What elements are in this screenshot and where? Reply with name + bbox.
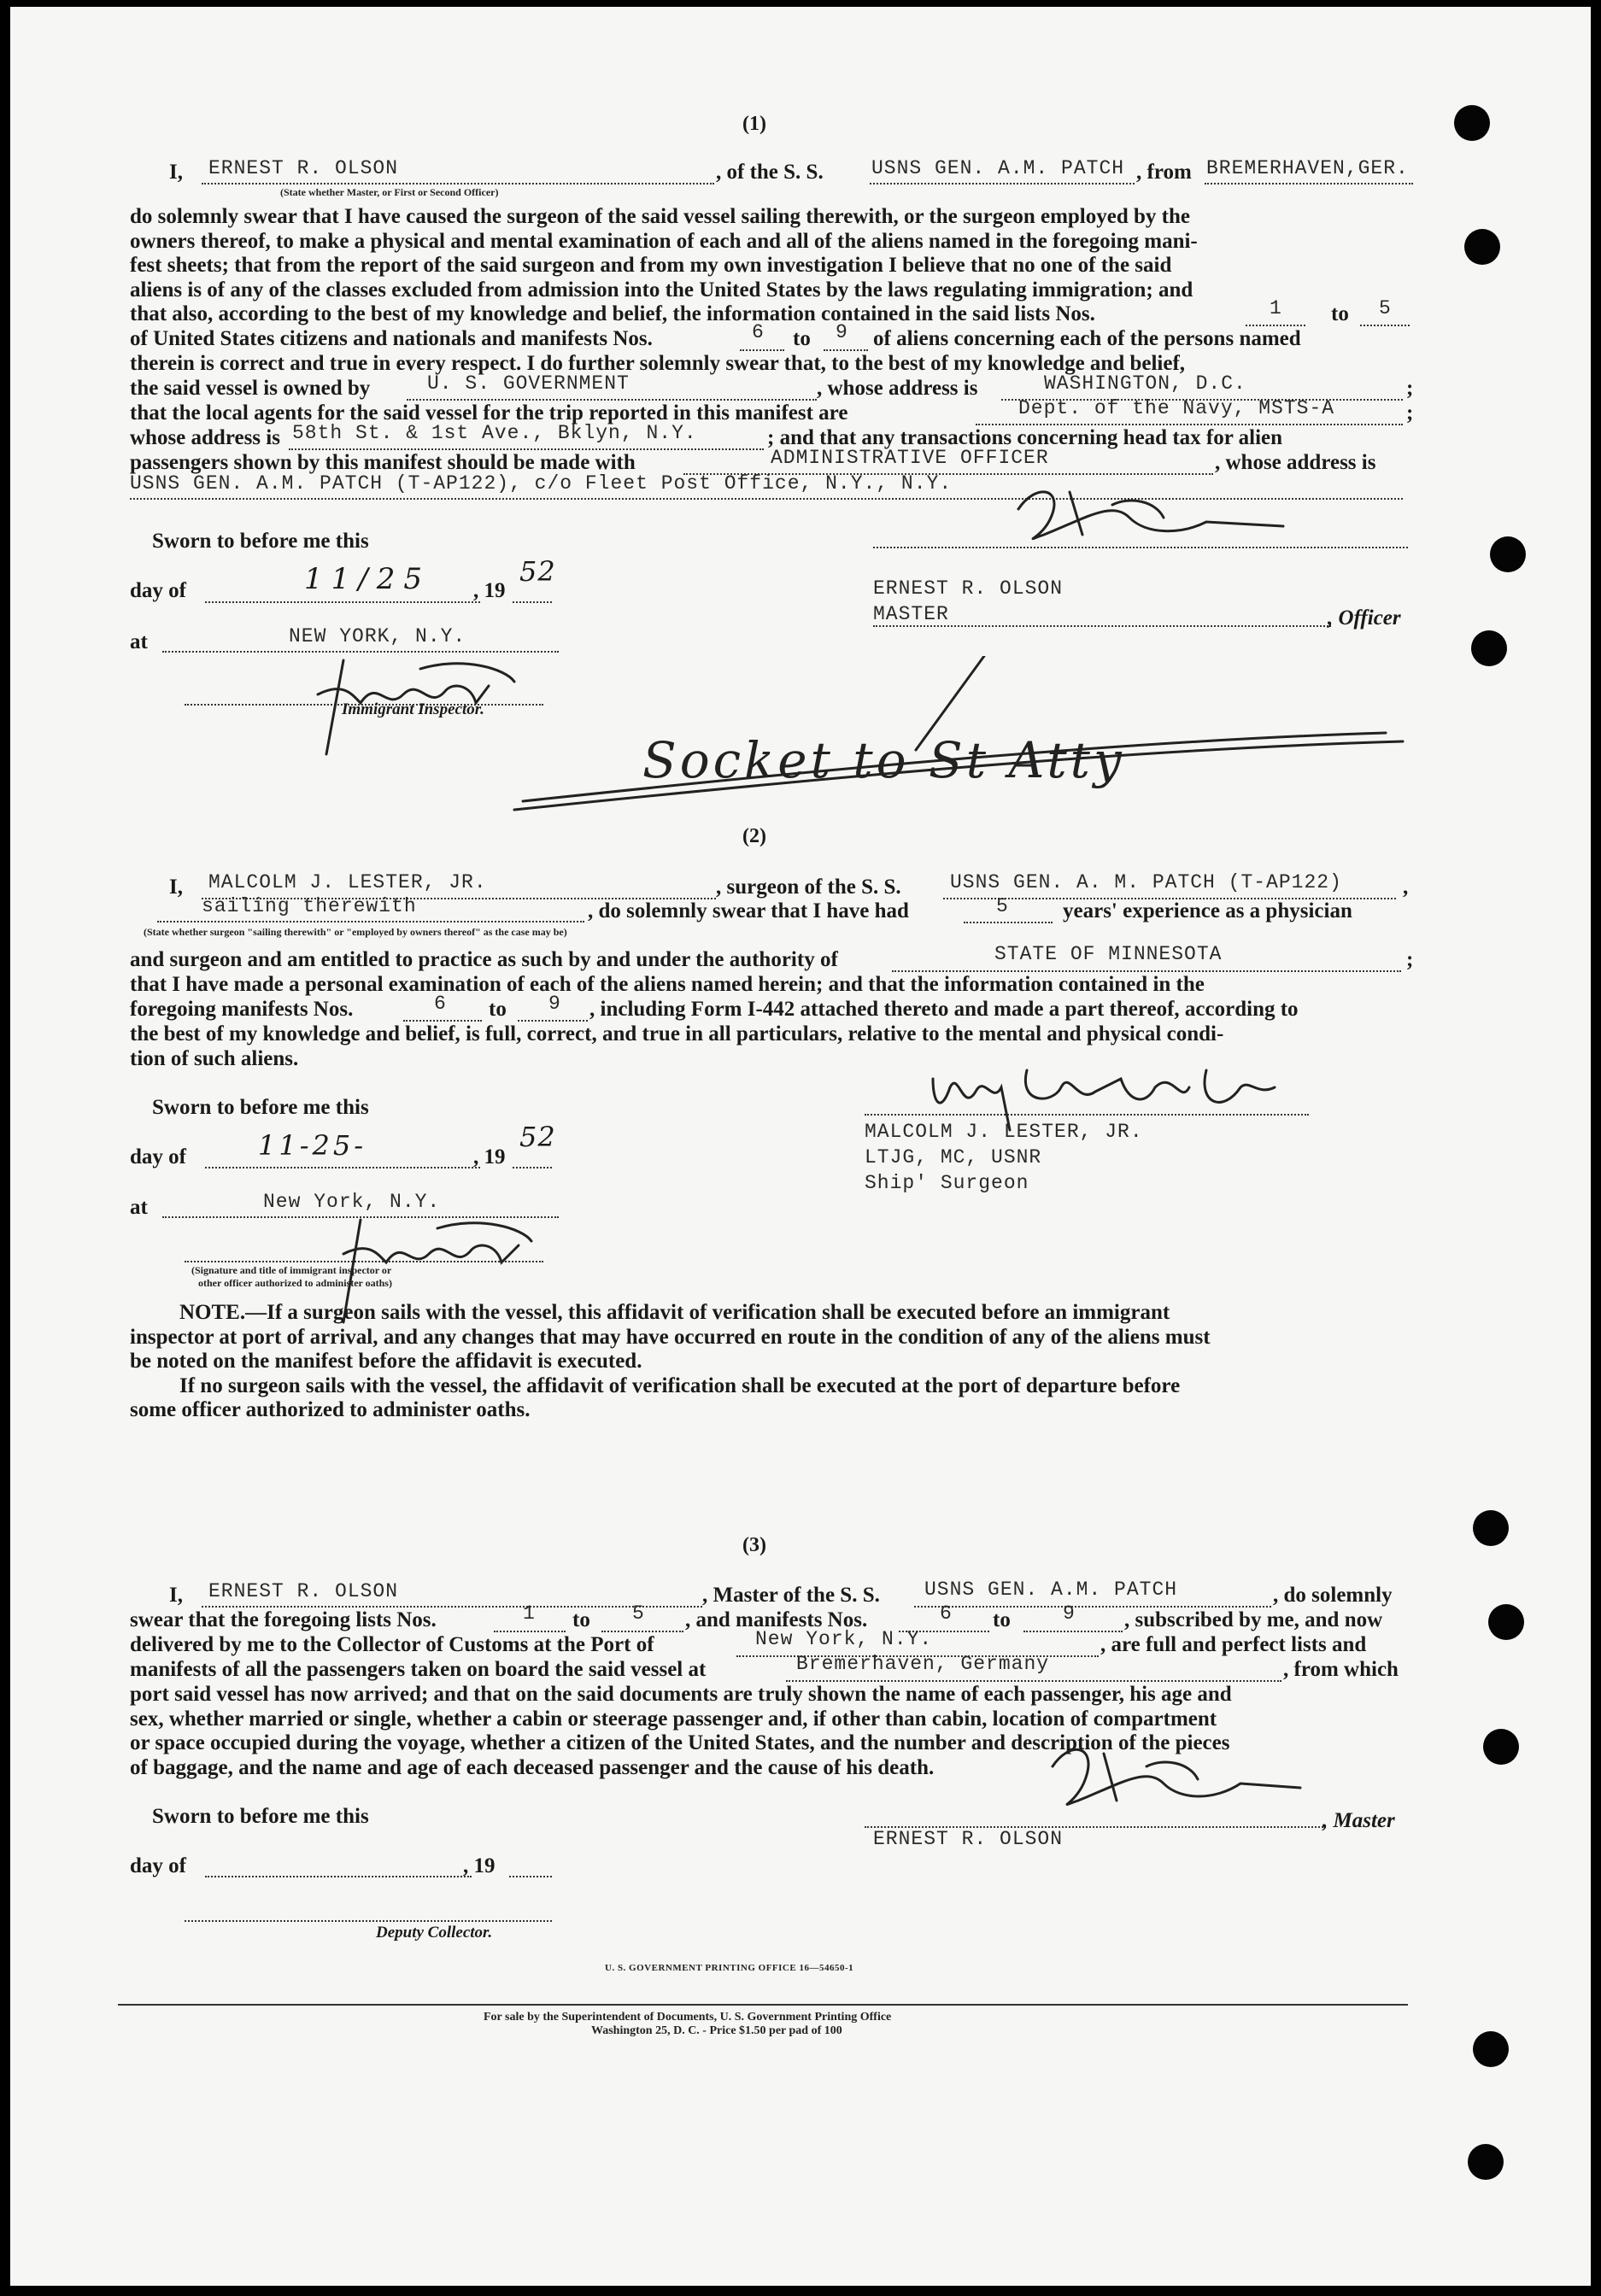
s3-to-1: to	[572, 1608, 590, 1631]
s3-man-to: 9	[1063, 1602, 1076, 1625]
s2-note-line-2: inspector at port of arrival, and any changes that may have occurred en route in the condition of any of the aliens must	[130, 1325, 1211, 1349]
s3-vessel-line	[914, 1606, 1271, 1608]
s1-day-of: day of	[130, 579, 186, 602]
s1-master-signature	[984, 475, 1292, 552]
s1-semicolon-2: ;	[1406, 401, 1414, 425]
s1-date-line	[205, 601, 480, 603]
s2-line-4: that I have made a personal examination of each of the aliens named herein; and that the information contained in the	[130, 973, 1205, 996]
s2-experience: years' experience as a physician	[1063, 899, 1352, 922]
punch-hole	[1471, 630, 1507, 666]
s1-to-2: to	[793, 327, 811, 350]
s3-lists-to-line	[601, 1631, 683, 1632]
s2-date: 11-25-	[258, 1129, 367, 1162]
s2-year-prefix: , 19	[473, 1145, 506, 1168]
section-3-number: (3)	[742, 1534, 766, 1556]
s1-of-ss: , of the S. S.	[716, 161, 824, 184]
s1-line-1: do solemnly swear that I have caused the surgeon of the said vessel sailing therewith, or the surgeon employed by the	[130, 205, 1190, 228]
s3-man-to-line	[1023, 1631, 1123, 1632]
s3-i: I,	[169, 1584, 183, 1607]
punch-hole	[1473, 1510, 1509, 1546]
s3-master-line	[202, 1606, 702, 1608]
strike-through-line	[506, 656, 1411, 827]
s2-years-line	[964, 922, 1053, 923]
s1-man-to-line	[824, 349, 868, 351]
s1-semicolon: ;	[1406, 377, 1414, 400]
s3-solemnly: , do solemnly	[1273, 1584, 1393, 1607]
s1-officer: , Officer	[1328, 606, 1401, 630]
s2-line-3: and surgeon and am entitled to practice as such by and under the authority of	[130, 948, 838, 971]
s2-line-5a: foregoing manifests Nos.	[130, 998, 354, 1021]
s2-date-line	[205, 1167, 480, 1168]
s1-place: NEW YORK, N.Y.	[289, 625, 466, 647]
s1-date: 11/25	[304, 562, 431, 596]
s3-man-from: 6	[940, 1602, 953, 1625]
s2-year-line	[513, 1167, 552, 1168]
s2-note-line-5: some officer authorized to administer oaths.	[130, 1398, 531, 1422]
s3-master-signature	[1018, 1732, 1309, 1835]
s3-line-5: port said vessel has now arrived; and that on the said documents are truly shown the name of each passenger, his age and	[130, 1683, 1232, 1706]
section-2-number: (2)	[742, 825, 766, 847]
s3-year-prefix: , 19	[463, 1854, 496, 1877]
s1-agents-line	[976, 424, 1403, 425]
s2-note	[130, 1301, 1211, 1423]
s1-owner: U. S. GOVERNMENT	[427, 372, 630, 395]
s1-contact-address: USNS GEN. A.M. PATCH (T-AP122), c/o Fleet Post Office, N.Y., N.Y.	[130, 472, 953, 495]
s1-line-2: owners thereof, to make a physical and mental examination of each and all of the aliens named in the foregoing mani-	[130, 229, 1198, 253]
punch-hole	[1490, 536, 1526, 572]
s2-note-line-1	[130, 1301, 1211, 1326]
s2-signer-line-2: LTJG, MC, USNR	[865, 1146, 1042, 1168]
s1-owned-by: the said vessel is owned by	[130, 377, 371, 400]
s2-man-to-line	[518, 1020, 588, 1022]
s2-to: to	[489, 998, 507, 1021]
s3-to-2: to	[993, 1608, 1011, 1631]
s1-whose-address-3: , whose address is	[1215, 451, 1376, 474]
s2-signer-line-3: Ship' Surgeon	[865, 1172, 1029, 1194]
s3-day-of: day of	[130, 1854, 186, 1877]
s1-agents: Dept. of the Navy, MSTS-A	[1018, 397, 1335, 419]
gpo-imprint: U. S. GOVERNMENT PRINTING OFFICE 16—54650-1	[605, 1963, 854, 1973]
punch-hole	[1468, 2144, 1504, 2180]
section-1-number: (1)	[742, 113, 766, 135]
s1-inspector: Immigrant Inspector.	[342, 700, 484, 718]
s2-capacity: sailing therewith	[202, 895, 417, 917]
s1-port: BREMERHAVEN,GER.	[1206, 157, 1409, 179]
s2-i: I,	[169, 876, 183, 899]
s2-signer-line-1: MALCOLM J. LESTER, JR.	[865, 1121, 1143, 1143]
s1-head-tax: ; and that any transactions concerning head tax for alien	[767, 426, 1283, 449]
s1-man-from-line	[740, 349, 784, 351]
s1-vessel: USNS GEN. A.M. PATCH	[871, 157, 1125, 179]
s1-vessel-line	[870, 183, 1135, 184]
s1-at: at	[130, 630, 148, 653]
s3-line-3a: delivered by me to the Collector of Customs at the Port of	[130, 1633, 654, 1656]
s1-passengers-label: passengers shown by this manifest should be made with	[130, 451, 636, 474]
s1-signer-title: MASTER	[873, 603, 949, 625]
s2-day-of: day of	[130, 1145, 186, 1168]
s1-line-6b: of aliens concerning each of the persons named	[873, 327, 1301, 350]
s2-line-7: tion of such aliens.	[130, 1047, 299, 1070]
s1-line-3: fest sheets; that from the report of the said surgeon and from my own investigation I believe that no one of the said	[130, 254, 1172, 278]
punch-hole	[1464, 229, 1500, 265]
s3-lists-from: 1	[523, 1602, 536, 1625]
s3-line-7: or space occupied during the voyage, whether a citizen of the United States, and the number and description of the pieces	[130, 1731, 1230, 1755]
s1-man-from: 6	[752, 321, 765, 343]
s2-line-6: the best of my knowledge and belief, is full, correct, and true in all particulars, relative to the mental and physical condi-	[130, 1022, 1224, 1046]
s2-years: 5	[996, 895, 1009, 917]
s1-port-line	[1205, 183, 1413, 184]
s3-collector-line	[185, 1920, 552, 1922]
s3-and-man: , and manifests Nos.	[685, 1608, 868, 1631]
s2-note-text-1: —If a surgeon sails with the vessel, this affidavit of verification shall be executed before an immigrant	[245, 1301, 1170, 1324]
s2-authority-line	[892, 970, 1401, 972]
s3-date-line	[205, 1876, 472, 1877]
s1-whose-address-2: whose address is	[130, 426, 280, 449]
punch-hole	[1483, 1729, 1519, 1765]
s1-man-to: 9	[836, 321, 848, 343]
s2-vessel: USNS GEN. A. M. PATCH (T-AP122)	[950, 871, 1342, 893]
s2-capacity-line	[157, 921, 584, 922]
s2-at: at	[130, 1196, 148, 1219]
s3-line-8: of baggage, and the name and age of each deceased passenger and the cause of his death.	[130, 1755, 935, 1779]
s1-sworn: Sworn to before me this	[152, 530, 369, 553]
s1-officer-line	[873, 625, 1331, 627]
s3-year-line	[509, 1876, 552, 1877]
s3-boarded-line	[786, 1680, 1281, 1682]
s3-line-6: sex, whether married or single, whether a cabin or steerage passenger and, if other than cabin, location of compartment	[130, 1707, 1217, 1731]
punch-hole	[1473, 2031, 1509, 2067]
s1-owner-address: WASHINGTON, D.C.	[1044, 372, 1246, 395]
s3-line-3b: , are full and perfect lists and	[1100, 1633, 1367, 1656]
s2-comma: ,	[1403, 876, 1409, 899]
s1-agents-label: that the local agents for the said vessel for the trip reported in this manifest are	[130, 401, 848, 425]
s3-collector: Deputy Collector.	[376, 1924, 493, 1942]
s3-line-2a: swear that the foregoing lists Nos.	[130, 1608, 437, 1631]
s3-line-4b: , from which	[1283, 1658, 1399, 1681]
struck-annotation: Socket to St Atty	[642, 731, 1125, 789]
s3-vessel: USNS GEN. A.M. PATCH	[924, 1578, 1178, 1601]
footer-rule	[118, 2004, 1408, 2006]
punch-hole	[1454, 105, 1490, 141]
s1-lists-to-line	[1360, 325, 1410, 326]
s2-semicolon: ;	[1406, 948, 1414, 971]
s2-surgeon-signature	[916, 1053, 1309, 1139]
s2-note-line-4: If no surgeon sails with the vessel, the affidavit of verification shall be executed at the port of departure before	[179, 1374, 1181, 1397]
s1-line-5: that also, according to the best of my knowledge and belief, the information contained in the said lists Nos.	[130, 302, 1095, 325]
footer-sale-line-1: For sale by the Superintendent of Documents, U. S. Government Printing Office	[484, 2011, 892, 2024]
s2-swear: , do solemnly swear that I have had	[588, 899, 909, 922]
s1-lists-from: 1	[1270, 297, 1282, 319]
s2-hint: (State whether surgeon "sailing therewith" or "employed by owners thereof" as the case may be)	[144, 926, 567, 938]
s2-note-label: NOTE.	[179, 1301, 246, 1324]
s1-owner-line	[407, 399, 817, 401]
s3-lists-to: 5	[632, 1602, 645, 1625]
s1-year-line	[513, 601, 552, 603]
s2-sig-hint-1: (Signature and title of immigrant inspector or	[191, 1264, 392, 1276]
s3-subscribed: , subscribed by me, and now	[1124, 1608, 1383, 1631]
s1-hint: (State whether Master, or First or Second Officer)	[280, 186, 499, 198]
s2-man-from: 6	[434, 993, 447, 1015]
s1-whose-address: , whose address is	[817, 377, 978, 400]
footer-sale-line-2: Washington 25, D. C. - Price $1.50 per pad of 100	[591, 2024, 842, 2037]
s1-lists-to: 5	[1379, 297, 1392, 319]
s1-to-1: to	[1331, 302, 1349, 325]
s1-agents-address-line	[289, 448, 764, 450]
s3-master-label: , Master	[1322, 1809, 1395, 1832]
s2-authority: STATE OF MINNESOTA	[994, 943, 1223, 965]
s2-man-to: 9	[548, 993, 561, 1015]
s1-year-prefix: , 19	[473, 579, 506, 602]
s3-sworn: Sworn to before me this	[152, 1805, 369, 1828]
s1-master-line	[202, 183, 714, 184]
s3-line-4a: manifests of all the passengers taken on board the said vessel at	[130, 1658, 707, 1681]
s1-master-name: ERNEST R. OLSON	[208, 157, 399, 179]
s1-year: 52	[519, 555, 556, 588]
s2-line-5b: , including Form I-442 attached thereto and made a part thereof, according to	[589, 998, 1299, 1021]
s3-port: New York, N.Y.	[755, 1628, 933, 1650]
s1-signer-name: ERNEST R. OLSON	[873, 577, 1064, 600]
s1-paragraph	[130, 205, 1198, 302]
s1-agents-address: 58th St. & 1st Ave., Bklyn, N.Y.	[292, 422, 697, 444]
s3-boarded: Bremerhaven, Germany	[796, 1653, 1050, 1675]
s1-lists-from-line	[1246, 325, 1305, 326]
s2-surgeon-name: MALCOLM J. LESTER, JR.	[208, 871, 487, 893]
s2-sig-hint-2: other officer authorized to administer oaths)	[198, 1277, 392, 1289]
s3-master-name: ERNEST R. OLSON	[208, 1580, 399, 1602]
s1-line-4: aliens is of any of the classes excluded from admission into the United States by the laws regulating immigration; and	[130, 278, 1193, 302]
s3-master-of: , Master of the S. S.	[702, 1584, 880, 1607]
s2-place: New York, N.Y.	[263, 1191, 441, 1213]
manifest-page	[10, 7, 1591, 2286]
s2-surgeon-of: , surgeon of the S. S.	[716, 876, 901, 899]
s2-note-line-3: be noted on the manifest before the affidavit is executed.	[130, 1350, 642, 1374]
s2-year: 52	[519, 1121, 556, 1153]
s1-line-7: therein is correct and true in every respect. I do further solemnly swear that, to the best of my knowledge and belief,	[130, 352, 1186, 375]
s1-from: , from	[1136, 161, 1192, 184]
s1-contact: ADMINISTRATIVE OFFICER	[771, 447, 1049, 469]
s3-lists-from-line	[494, 1631, 566, 1632]
s1-i: I,	[169, 161, 183, 184]
s1-line-6a: of United States citizens and nationals and manifests Nos.	[130, 327, 653, 350]
s2-man-from-line	[403, 1020, 482, 1022]
punch-hole	[1488, 1604, 1524, 1640]
s3-signer: ERNEST R. OLSON	[873, 1828, 1064, 1850]
s2-sworn: Sworn to before me this	[152, 1096, 369, 1119]
